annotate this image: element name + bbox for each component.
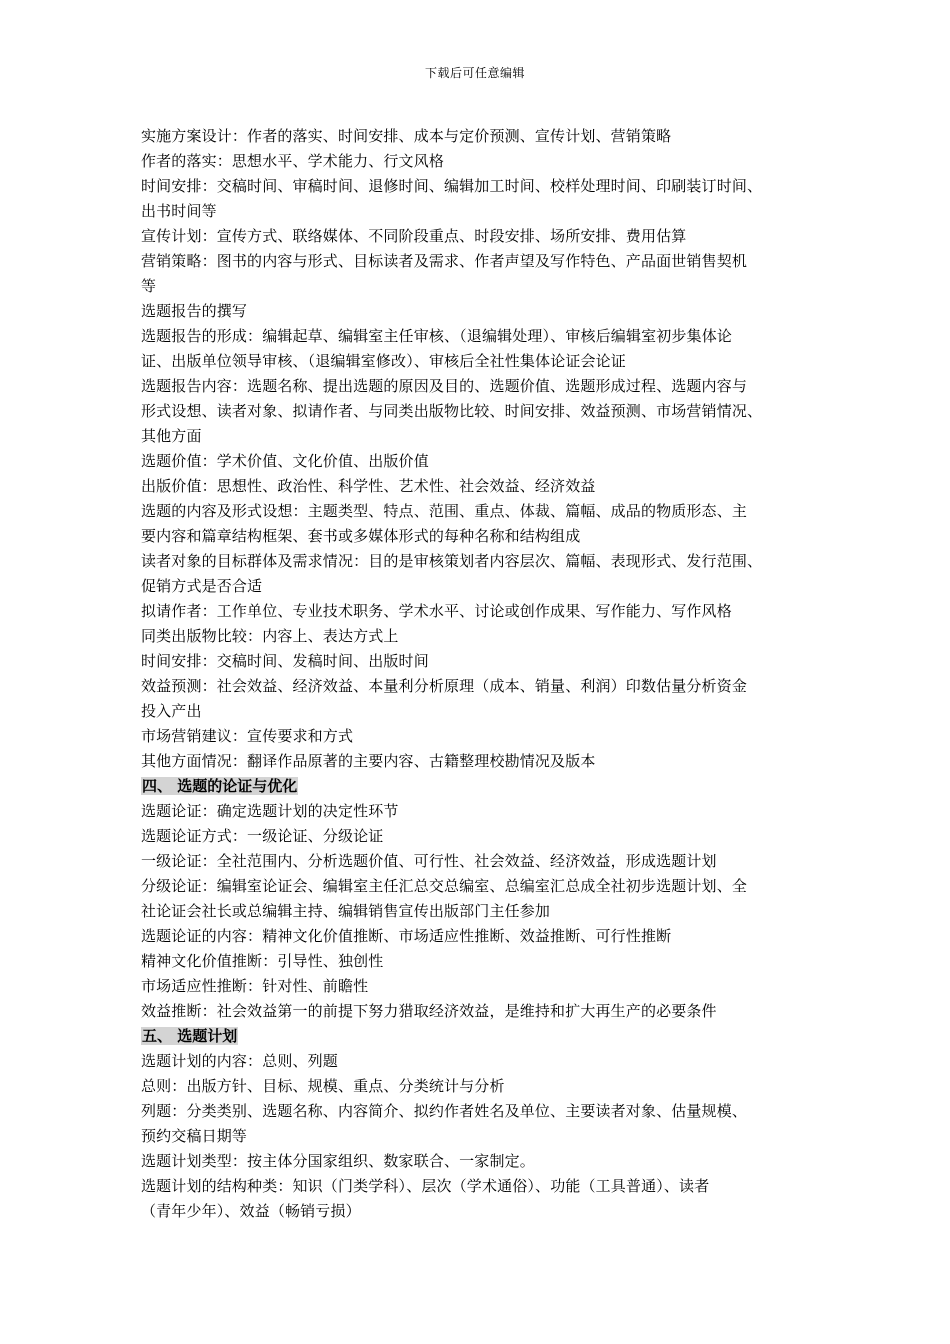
- section-heading-text: 四、 选题的论证与优化: [142, 777, 298, 795]
- text-line: 精神文化价值推断：引导性、独创性: [141, 952, 384, 970]
- text-line: 选题论证方式：一级论证、分级论证: [141, 827, 384, 845]
- text-line: 选题计划的结构种类：知识（门类学科）、层次（学术通俗）、功能（工具普通）、读者: [141, 1177, 710, 1195]
- text-line: 市场营销建议：宣传要求和方式: [141, 727, 354, 745]
- text-line: 选题计划类型：按主体分国家组织、数家联合、一家制定。: [141, 1152, 535, 1170]
- text-line: 形式设想、读者对象、拟请作者、与同类出版物比较、时间安排、效益预测、市场营销情况、: [141, 402, 763, 420]
- text-line: 总则：出版方针、目标、规模、重点、分类统计与分析: [141, 1077, 505, 1095]
- text-line: 选题计划的内容：总则、列题: [141, 1052, 338, 1070]
- text-line: 选题报告内容：选题名称、提出选题的原因及目的、选题价值、选题形成过程、选题内容与: [141, 377, 748, 395]
- text-line: 拟请作者：工作单位、专业技术职务、学术水平、讨论或创作成果、写作能力、写作风格: [141, 602, 732, 620]
- text-line: 读者对象的目标群体及需求情况：目的是审核策划者内容层次、篇幅、表现形式、发行范围、: [141, 552, 763, 570]
- text-line: 选题报告的形成：编辑起草、编辑室主任审核、（退编辑处理）、审核后编辑室初步集体论: [141, 327, 733, 345]
- text-line: 时间安排：交稿时间、发稿时间、出版时间: [141, 652, 429, 670]
- text-line: 作者的落实：思想水平、学术能力、行文风格: [141, 152, 445, 170]
- text-line: 市场适应性推断：针对性、前瞻性: [141, 977, 369, 995]
- section-heading: [141, 1024, 821, 1049]
- text-line: 选题论证的内容：精神文化价值推断、市场适应性推断、效益推断、可行性推断: [141, 927, 672, 945]
- text-line: 等: [141, 277, 157, 295]
- page-header: 下载后可任意编辑: [424, 66, 525, 80]
- section-heading: [141, 774, 821, 799]
- text-line: 投入产出: [141, 702, 202, 720]
- text-line: 出书时间等: [141, 202, 217, 220]
- text-line: 实施方案设计：作者的落实、时间安排、成本与定价预测、宣传计划、营销策略: [141, 127, 672, 145]
- text-line: 选题报告的撰写: [141, 302, 248, 320]
- text-line: 出版价值：思想性、政治性、科学性、艺术性、社会效益、经济效益: [141, 477, 596, 495]
- text-line: 效益预测：社会效益、经济效益、本量利分析原理（成本、销量、利润）印数估量分析资金: [141, 677, 748, 695]
- text-line: 宣传计划：宣传方式、联络媒体、不同阶段重点、时段安排、场所安排、费用估算: [141, 227, 687, 245]
- text-line: 选题论证：确定选题计划的决定性环节: [141, 802, 399, 820]
- text-line: 证、出版单位领导审核、（退编辑室修改）、审核后全社性集体论证会论证: [141, 352, 626, 370]
- text-line: 其他方面: [141, 427, 202, 445]
- text-line: 促销方式是否合适: [141, 577, 263, 595]
- text-line: 其他方面情况：翻译作品原著的主要内容、古籍整理校勘情况及版本: [141, 752, 596, 770]
- text-line: 选题的内容及形式设想：主题类型、特点、范围、重点、体裁、篇幅、成品的物质形态、主: [141, 502, 748, 520]
- text-line: 同类出版物比较：内容上、表达方式上: [141, 627, 399, 645]
- text-line: 效益推断：社会效益第一的前提下努力猎取经济效益，是维持和扩大再生产的必要条件: [141, 1002, 717, 1020]
- text-line: （青年少年）、效益（畅销亏损）: [141, 1202, 361, 1220]
- text-line: 营销策略：图书的内容与形式、目标读者及需求、作者声望及写作特色、产品面世销售契机: [141, 252, 748, 270]
- text-line: 要内容和篇章结构框架、套书或多媒体形式的每种名称和结构组成: [141, 527, 581, 545]
- section-heading-text: 五、 选题计划: [142, 1027, 238, 1045]
- document-body: [141, 124, 821, 1224]
- text-line: 时间安排：交稿时间、审稿时间、退修时间、编辑加工时间、校样处理时间、印刷装订时间、: [141, 177, 763, 195]
- text-line: 列题：分类类别、选题名称、内容简介、拟约作者姓名及单位、主要读者对象、估量规模、: [141, 1102, 748, 1120]
- text-line: 选题价值：学术价值、文化价值、出版价值: [141, 452, 429, 470]
- text-line: 分级论证：编辑室论证会、编辑室主任汇总交总编室、总编室汇总成全社初步选题计划、全: [141, 877, 748, 895]
- text-line: 一级论证：全社范围内、分析选题价值、可行性、社会效益、经济效益，形成选题计划: [141, 852, 717, 870]
- text-line: 社论证会社长或总编辑主持、编辑销售宣传出版部门主任参加: [141, 902, 551, 920]
- text-line: 预约交稿日期等: [141, 1127, 248, 1145]
